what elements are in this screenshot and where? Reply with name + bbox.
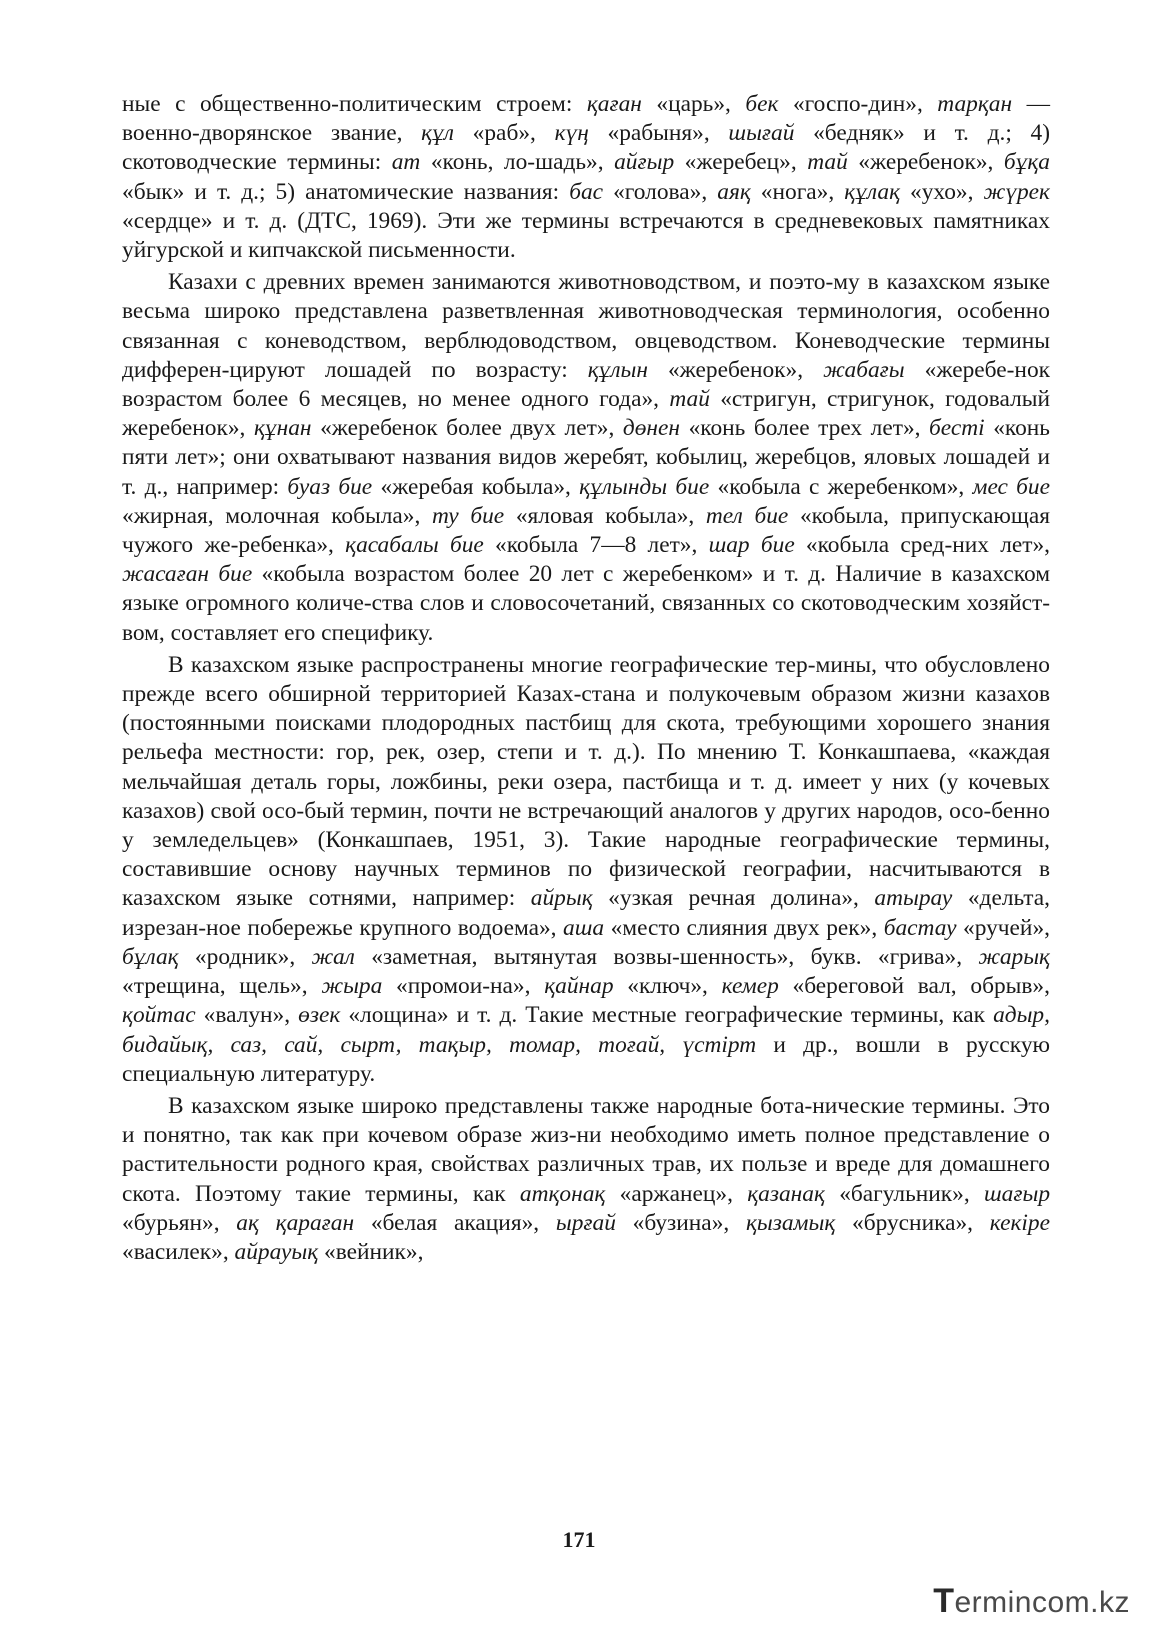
watermark-logo: Termincom.kz bbox=[933, 1582, 1130, 1620]
paragraph: В казахском языке распространены многие географические тер-мины, что обусловлено прежде всего обширной территорией Казах-стана и полукочевым образом жизни казахов (постоянными поисками плодородных пастбищ для скота, требующими хорошего знания рельефа местности: гор, рек, озер, степи и т. д.). По мнению Т. Конкашпаева, «каждая мельчайшая деталь горы, ложбины, реки озера, пастбища и т. д. имеет у них (у кочевых казахов) свой осо-бый термин, почти не встречающий аналогов у других народов, осо-бенно у земледельцев» (Конкашпаев, 1951, 3). Такие народные географические термины, составившие основу научных терминов по физической географии, насчитываются в казахском языке сотнями, например: айрық «узкая речная долина», атырау «дельта, изрезан-ное побережье крупного водоема», аша «место слияния двух рек», бастау «ручей», бұлақ «родник», жал «заметная, вытянутая возвы-шенность», букв. «грива», жарық «трещина, щель», жыра «промои-на», қайнар «ключ», кемер «береговой вал, обрыв», қойтас «валун», өзек «лощина» и т. д. Такие местные географические термины, как адыр, бидайық, саз, сай, сырт, тақыр, томар, тоғай, үстірт и др., вошли в русскую специальную литературу. bbox=[122, 651, 1051, 1087]
paragraph: ные с общественно-политическим строем: қаған «царь», бек «госпо-дин», тарқан — военно-дворянское звание, құл «раб», күң «рабыня», шығай «бедняк» и т. д.; 4) скотоводческие термины: ат «конь, ло-шадь», айғыр «жеребец», тай «жеребенок», бұқа «бык» и т. д.; 5) анатомические названия: бас «голова», аяқ «нога», құлақ «ухо», жүрек «сердце» и т. д. (ДТС, 1969). Эти же термины встречаются в средневековых памятниках уйгурской и кипчакской письменности. bbox=[122, 91, 1050, 264]
watermark-text: ermincom.kz bbox=[954, 1586, 1130, 1619]
page-number: 171 bbox=[562, 1527, 596, 1552]
paragraph: В казахском языке широко представлены также народные бота-нические термины. Это и понятно, так как при кочевом образе жиз-ни необходимо иметь полное представление о растительности родного края, свойствах различных трав, их пользе и вреде для домашнего скота. Поэтому такие термины, как атқонақ «аржанец», қазанақ «багульник», шағыр «бурьян», ақ қараған «белая акация», ырғай «бузина», қызамық «брусника», кекіре «василек», айрауық «вейник», bbox=[122, 1092, 1051, 1265]
paragraph: Казахи с древних времен занимаются животноводством, и поэто-му в казахском языке весьма широко представлена разветвленная животноводческая терминология, особенно связанная с коневодством, верблюдоводством, овцеводством. Коневодческие термины дифферен-цируют лошадей по возрасту: құлын «жеребенок», жабағы «жеребе-нок возрастом более 6 месяцев, но менее одного года», тай «стригун, стригунок, годовалый жеребенок», құнан «жеребенок более двух лет», дөнен «конь более трех лет», бесті «конь пяти лет»; они охватывают названия видов жеребят, кобылиц, жеребцов, яловых лошадей и т. д., например: буаз бие «жеребая кобыла», құлынды бие «кобыла с жеребенком», мес бие «жирная, молочная кобыла», ту бие «яловая кобыла», тел бие «кобыла, припускающая чужого же-ребенка», қасабалы бие «кобыла 7—8 лет», шар бие «кобыла сред-них лет», жасаған бие «кобыла возрастом более 20 лет с жеребенком» и т. д. Наличие в казахском языке огромного количе-ства слов и словосочетаний, связанных со скотоводческим хозяйст-вом, составляет его специфику. bbox=[122, 269, 1051, 646]
body-text bbox=[122, 90, 1050, 1267]
